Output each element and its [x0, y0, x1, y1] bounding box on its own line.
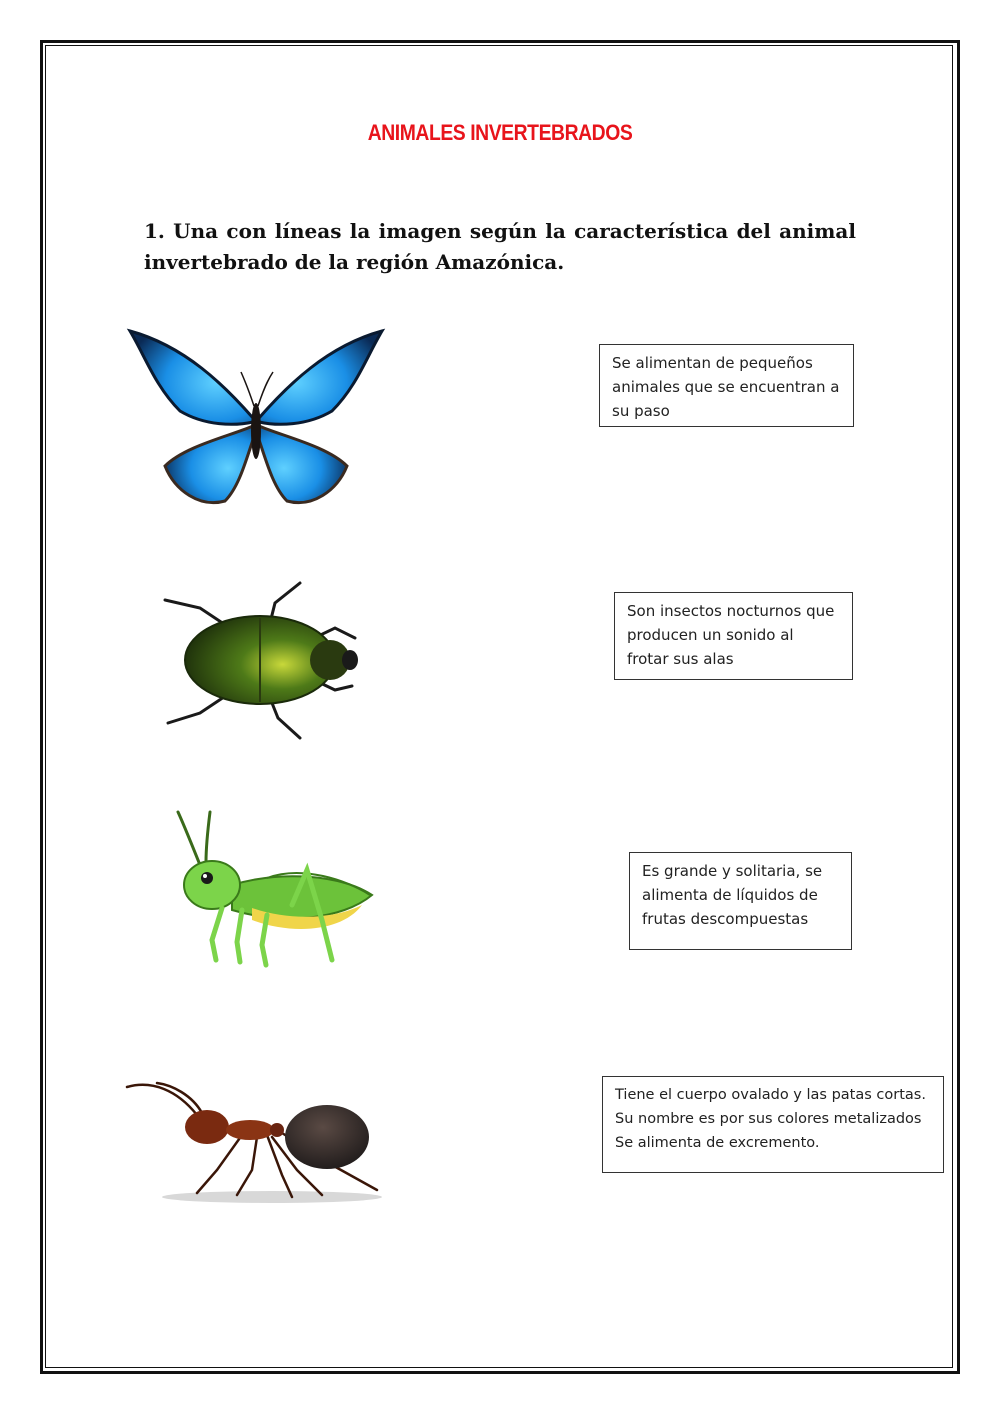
ant-icon[interactable] — [122, 1075, 397, 1205]
worksheet-title: ANIMALES INVERTEBRADOS — [367, 120, 633, 145]
grasshopper-icon[interactable] — [172, 810, 377, 970]
description-box-4: Tiene el cuerpo ovalado y las patas cortas. Su nombre es por sus colores metalizados Se alimenta de excremento. — [602, 1076, 944, 1173]
butterfly-icon[interactable] — [125, 326, 387, 508]
description-box-3: Es grande y solitaria, se alimenta de líquidos de frutas descompuestas — [629, 852, 852, 950]
description-box-1: Se alimentan de pequeños animales que se encuentran a su paso — [599, 344, 854, 427]
instruction-text: 1. Una con líneas la imagen según la característica del animal invertebrado de la región Amazónica. — [144, 219, 856, 274]
beetle-icon[interactable] — [160, 578, 365, 743]
description-box-2: Son insectos nocturnos que producen un sonido al frotar sus alas — [614, 592, 853, 680]
